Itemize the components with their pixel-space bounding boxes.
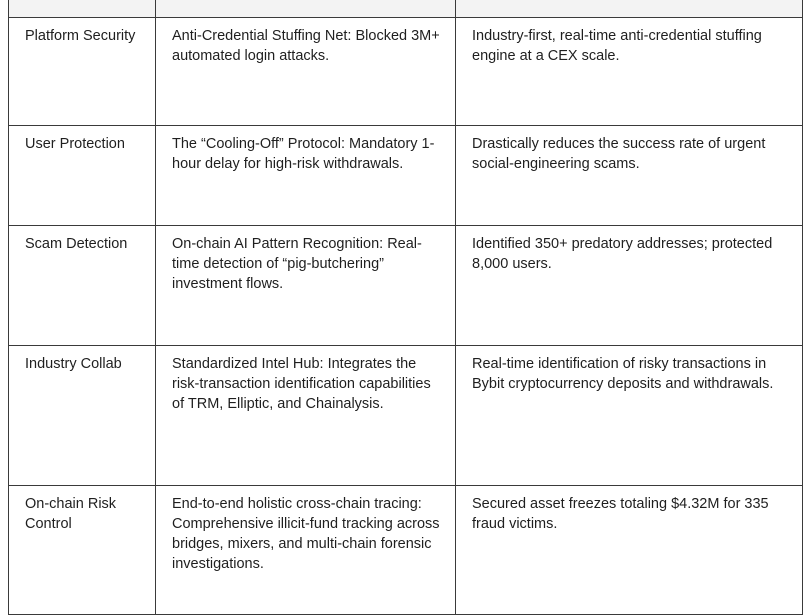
- header-cell-initiative: [156, 0, 456, 18]
- impact-cell: [456, 486, 803, 615]
- initiative-cell: [156, 346, 456, 486]
- initiative-cell: [156, 486, 456, 615]
- header-row: [9, 0, 803, 18]
- area-text: On-chain Risk Control: [25, 496, 117, 532]
- impact-text: Real-time identification of risky transactions in Bybit cryptocurrency deposits and withdrawals.: [472, 356, 774, 392]
- area-cell: [9, 226, 156, 346]
- initiative-text: End-to-end holistic cross-chain tracing: Comprehensive illicit-fund tracking across bridges, mixers, and multi-chain forensic investigations.: [172, 496, 440, 572]
- impact-text: Identified 350+ predatory addresses; protected 8,000 users.: [472, 236, 773, 272]
- table-header: [9, 0, 803, 18]
- impact-text: Drastically reduces the success rate of urgent social-engineering scams.: [472, 136, 766, 172]
- table-row: [9, 126, 803, 226]
- security-initiatives-table: [8, 0, 803, 615]
- impact-cell: [456, 126, 803, 226]
- area-text: User Protection: [25, 136, 125, 152]
- area-cell: [9, 126, 156, 226]
- impact-cell: [456, 226, 803, 346]
- header-cell-impact: [456, 0, 803, 18]
- table-row: [9, 18, 803, 126]
- impact-cell: [456, 346, 803, 486]
- impact-text: Industry-first, real-time anti-credential stuffing engine at a CEX scale.: [472, 28, 762, 64]
- initiative-text: On-chain AI Pattern Recognition: Real-time detection of “pig-butchering” investment flows.: [172, 236, 422, 292]
- initiative-text: The “Cooling-Off” Protocol: Mandatory 1-hour delay for high-risk withdrawals.: [172, 136, 435, 172]
- area-cell: [9, 18, 156, 126]
- area-text: Platform Security: [25, 28, 136, 44]
- table-row: [9, 226, 803, 346]
- area-cell: [9, 346, 156, 486]
- area-cell: [9, 486, 156, 615]
- initiative-cell: [156, 226, 456, 346]
- table-row: [9, 346, 803, 486]
- initiative-cell: [156, 126, 456, 226]
- area-text: Scam Detection: [25, 236, 128, 252]
- initiative-cell: [156, 18, 456, 126]
- table-row: [9, 486, 803, 615]
- initiative-text: Standardized Intel Hub: Integrates the risk-transaction identification capabilities of TRM, Elliptic, and Chainalysis.: [172, 356, 431, 412]
- initiative-text: Anti-Credential Stuffing Net: Blocked 3M+ automated login attacks.: [172, 28, 440, 64]
- impact-cell: [456, 18, 803, 126]
- table-body: [9, 18, 803, 615]
- header-cell-area: [9, 0, 156, 18]
- area-text: Industry Collab: [25, 356, 122, 372]
- impact-text: Secured asset freezes totaling $4.32M for 335 fraud victims.: [472, 496, 769, 532]
